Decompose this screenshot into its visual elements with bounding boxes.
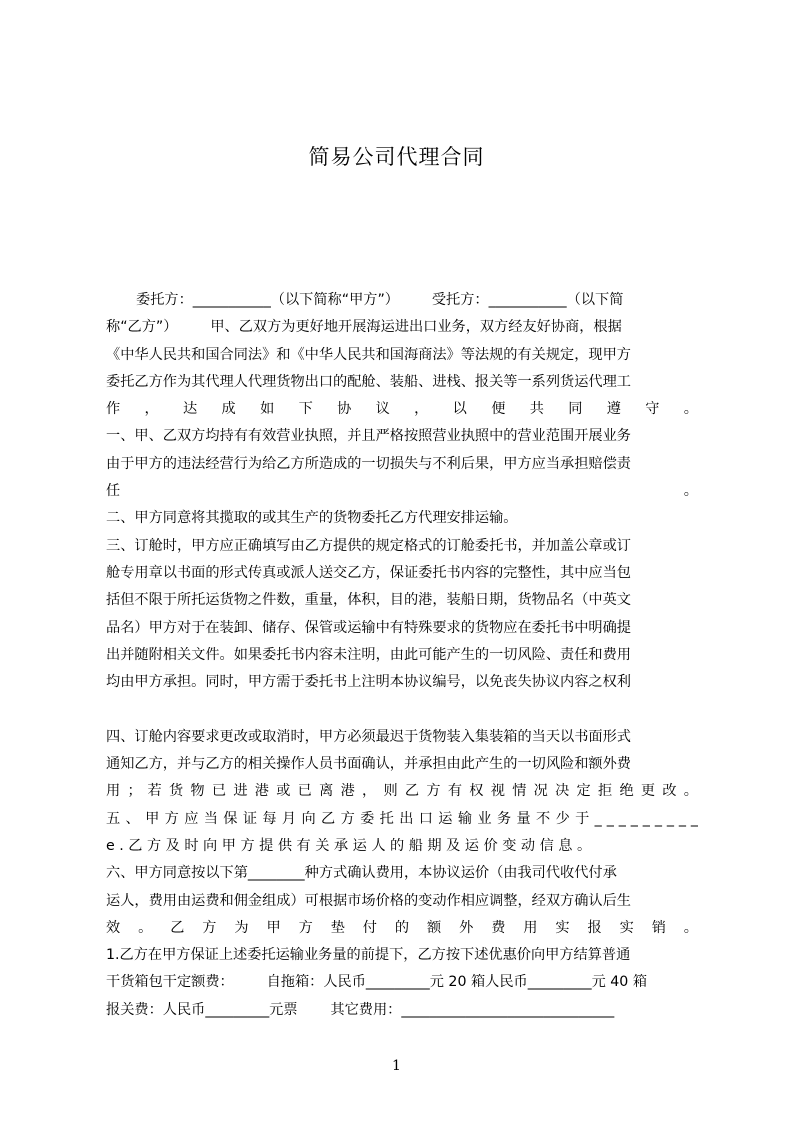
clause-5-line-1: 五 、 甲 方 应 当 保 证 每 月 向 乙 方 委 托 出 口 运 输 业 务 量 不 少 于 _ _ _ _ _ _ _ _ _ (106, 810, 698, 827)
line-1: 委托方：___________（以下简称“甲方”） 受托方：___________（以下简 (136, 292, 624, 308)
document-title: 简易公司代理合同 (308, 145, 485, 169)
clause-6-line-3: 效 。 乙 方 为 甲 方 垫 付 的 额 外 费 用 实 报 实 销 。 (106, 919, 698, 936)
line-3: 《中华人民共和国合同法》和《中华人民共和国海商法》等法规的有关规定，现甲方 (106, 346, 631, 363)
clause-4-line-2: 通知乙方，并与乙方的相关操作人员书面确认，并承担由此产生的一切风险和额外费 (106, 756, 631, 773)
clause-2-line-1: 二、甲方同意将其揽取的或其生产的货物委托乙方代理安排运输。 (106, 510, 518, 527)
line-2: 称“乙方”） 甲、乙双方为更好地开展海运进出口业务，双方经友好协商，根据 (106, 319, 622, 336)
contract-body (106, 287, 698, 1024)
subclause-1-line-2: 干货箱包干定额费： 自拖箱：人民币_________元 20 箱人民币_________元 40 箱 (106, 974, 648, 991)
clause-1-line-2: 由于甲方的违法经营行为给乙方所造成的一切损失与不利后果，甲方应当承担赔偿责 (106, 455, 631, 472)
clause-3-line-3: 括但不限于所托运货物之件数，重量，体积，目的港，装船日期，货物品名（中英文 (106, 592, 631, 609)
clause-6-line-2: 运人，费用由运费和佣金组成）可根据市场价格的变动作相应调整，经双方确认后生 (106, 892, 631, 909)
clause-4-line-1: 四、订舱内容要求更改或取消时，甲方必须最迟于货物装入集装箱的当天以书面形式 (106, 728, 631, 745)
subclause-1-line-1: 1.乙方在甲方保证上述委托运输业务量的前提下，乙方按下述优惠价向甲方结算普通 (106, 947, 631, 964)
page-number: 1 (392, 1058, 401, 1074)
line-4: 委托乙方作为其代理人代理货物出口的配舱、装船、进栈、报关等一系列货运代理工 (106, 373, 631, 390)
clause-3-line-2: 舱专用章以书面的形式传真或派人送交乙方，保证委托书内容的完整性，其中应当包 (106, 564, 631, 581)
clause-3-line-1: 三、订舱时，甲方应正确填写由乙方提供的规定格式的订舱委托书，并加盖公章或订 (106, 537, 631, 554)
clause-3-line-6: 均由甲方承担。同时，甲方需于委托书上注明本协议编号，以免丧失协议内容之权利 (106, 674, 631, 691)
clause-5-line-2: e . 乙 方 及 时 向 甲 方 提 供 有 关 承 运 人 的 船 期 及 运 价 变 动 信 息 。 (106, 837, 592, 854)
clause-3-line-5: 出并随附相关文件。如果委托书内容未注明，由此可能产生的一切风险、责任和费用 (106, 646, 631, 663)
clause-1-line-1: 一、甲、乙双方均持有有效营业执照，并且严格按照营业执照中的营业范围开展业务 (106, 428, 631, 445)
clause-1-line-3: 任 。 (106, 483, 698, 500)
clause-3-line-4: 品名）甲方对于在装卸、储存、保管或运输中有特殊要求的货物应在委托书中明确提 (106, 619, 631, 636)
subclause-1-line-3: 报关费：人民币_________元票 其它费用：______________________________ (106, 1001, 615, 1018)
blank-line (106, 696, 698, 723)
clause-6-line-1: 六、甲方同意按以下第________种方式确认费用，本协议运价（由我司代收代付承 (106, 865, 617, 882)
clause-4-line-3: 用 ； 若 货 物 已 进 港 或 已 离 港 ， 则 乙 方 有 权 视 情 况 决 定 拒 绝 更 改 。 (106, 783, 698, 800)
line-5: 作 ， 达 成 如 下 协 议 ， 以 便 共 同 遵 守 。 (106, 401, 698, 418)
